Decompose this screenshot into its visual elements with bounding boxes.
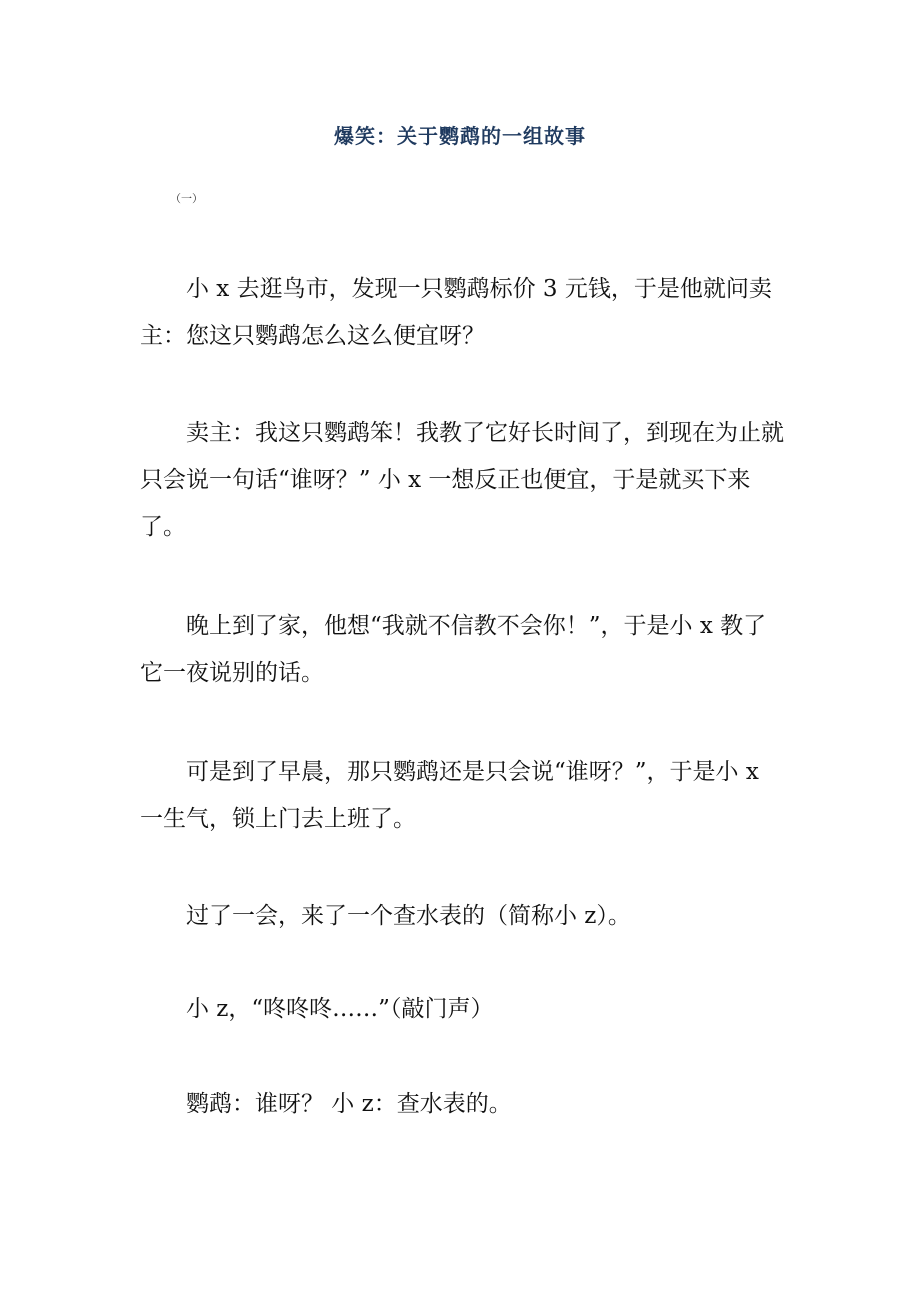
paragraph: 小 x 去逛鸟市，发现一只鹦鹉标价 3 元钱，于是他就问卖主：您这只鹦鹉怎么这么便宜呀？ bbox=[140, 276, 772, 349]
paragraph: 晚上到了家，他想“我就不信教不会你！”，于是小 x 教了它一夜说别的话。 bbox=[140, 613, 767, 686]
paragraph: 小 z，“咚咚咚……”（敲门声） bbox=[186, 996, 494, 1022]
paragraph: 卖主：我这只鹦鹉笨！我教了它好长时间了，到现在为止就只会说一句话“谁呀？” 小 x 一想反正也便宜，于是就买下来了。 bbox=[140, 420, 784, 540]
paragraph: 过了一会，来了一个查水表的（简称小 z）。 bbox=[186, 903, 631, 929]
paragraph: 可是到了早晨，那只鹦鹉还是只会说“谁呀？”，于是小 x 一生气，锁上门去上班了。 bbox=[140, 759, 759, 832]
paragraph: 鹦鹉：谁呀？ 小 z：查水表的。 bbox=[186, 1091, 512, 1117]
document-title: 爆笑：关于鹦鹉的一组故事 bbox=[334, 124, 586, 148]
section-label: （一） bbox=[170, 192, 203, 205]
